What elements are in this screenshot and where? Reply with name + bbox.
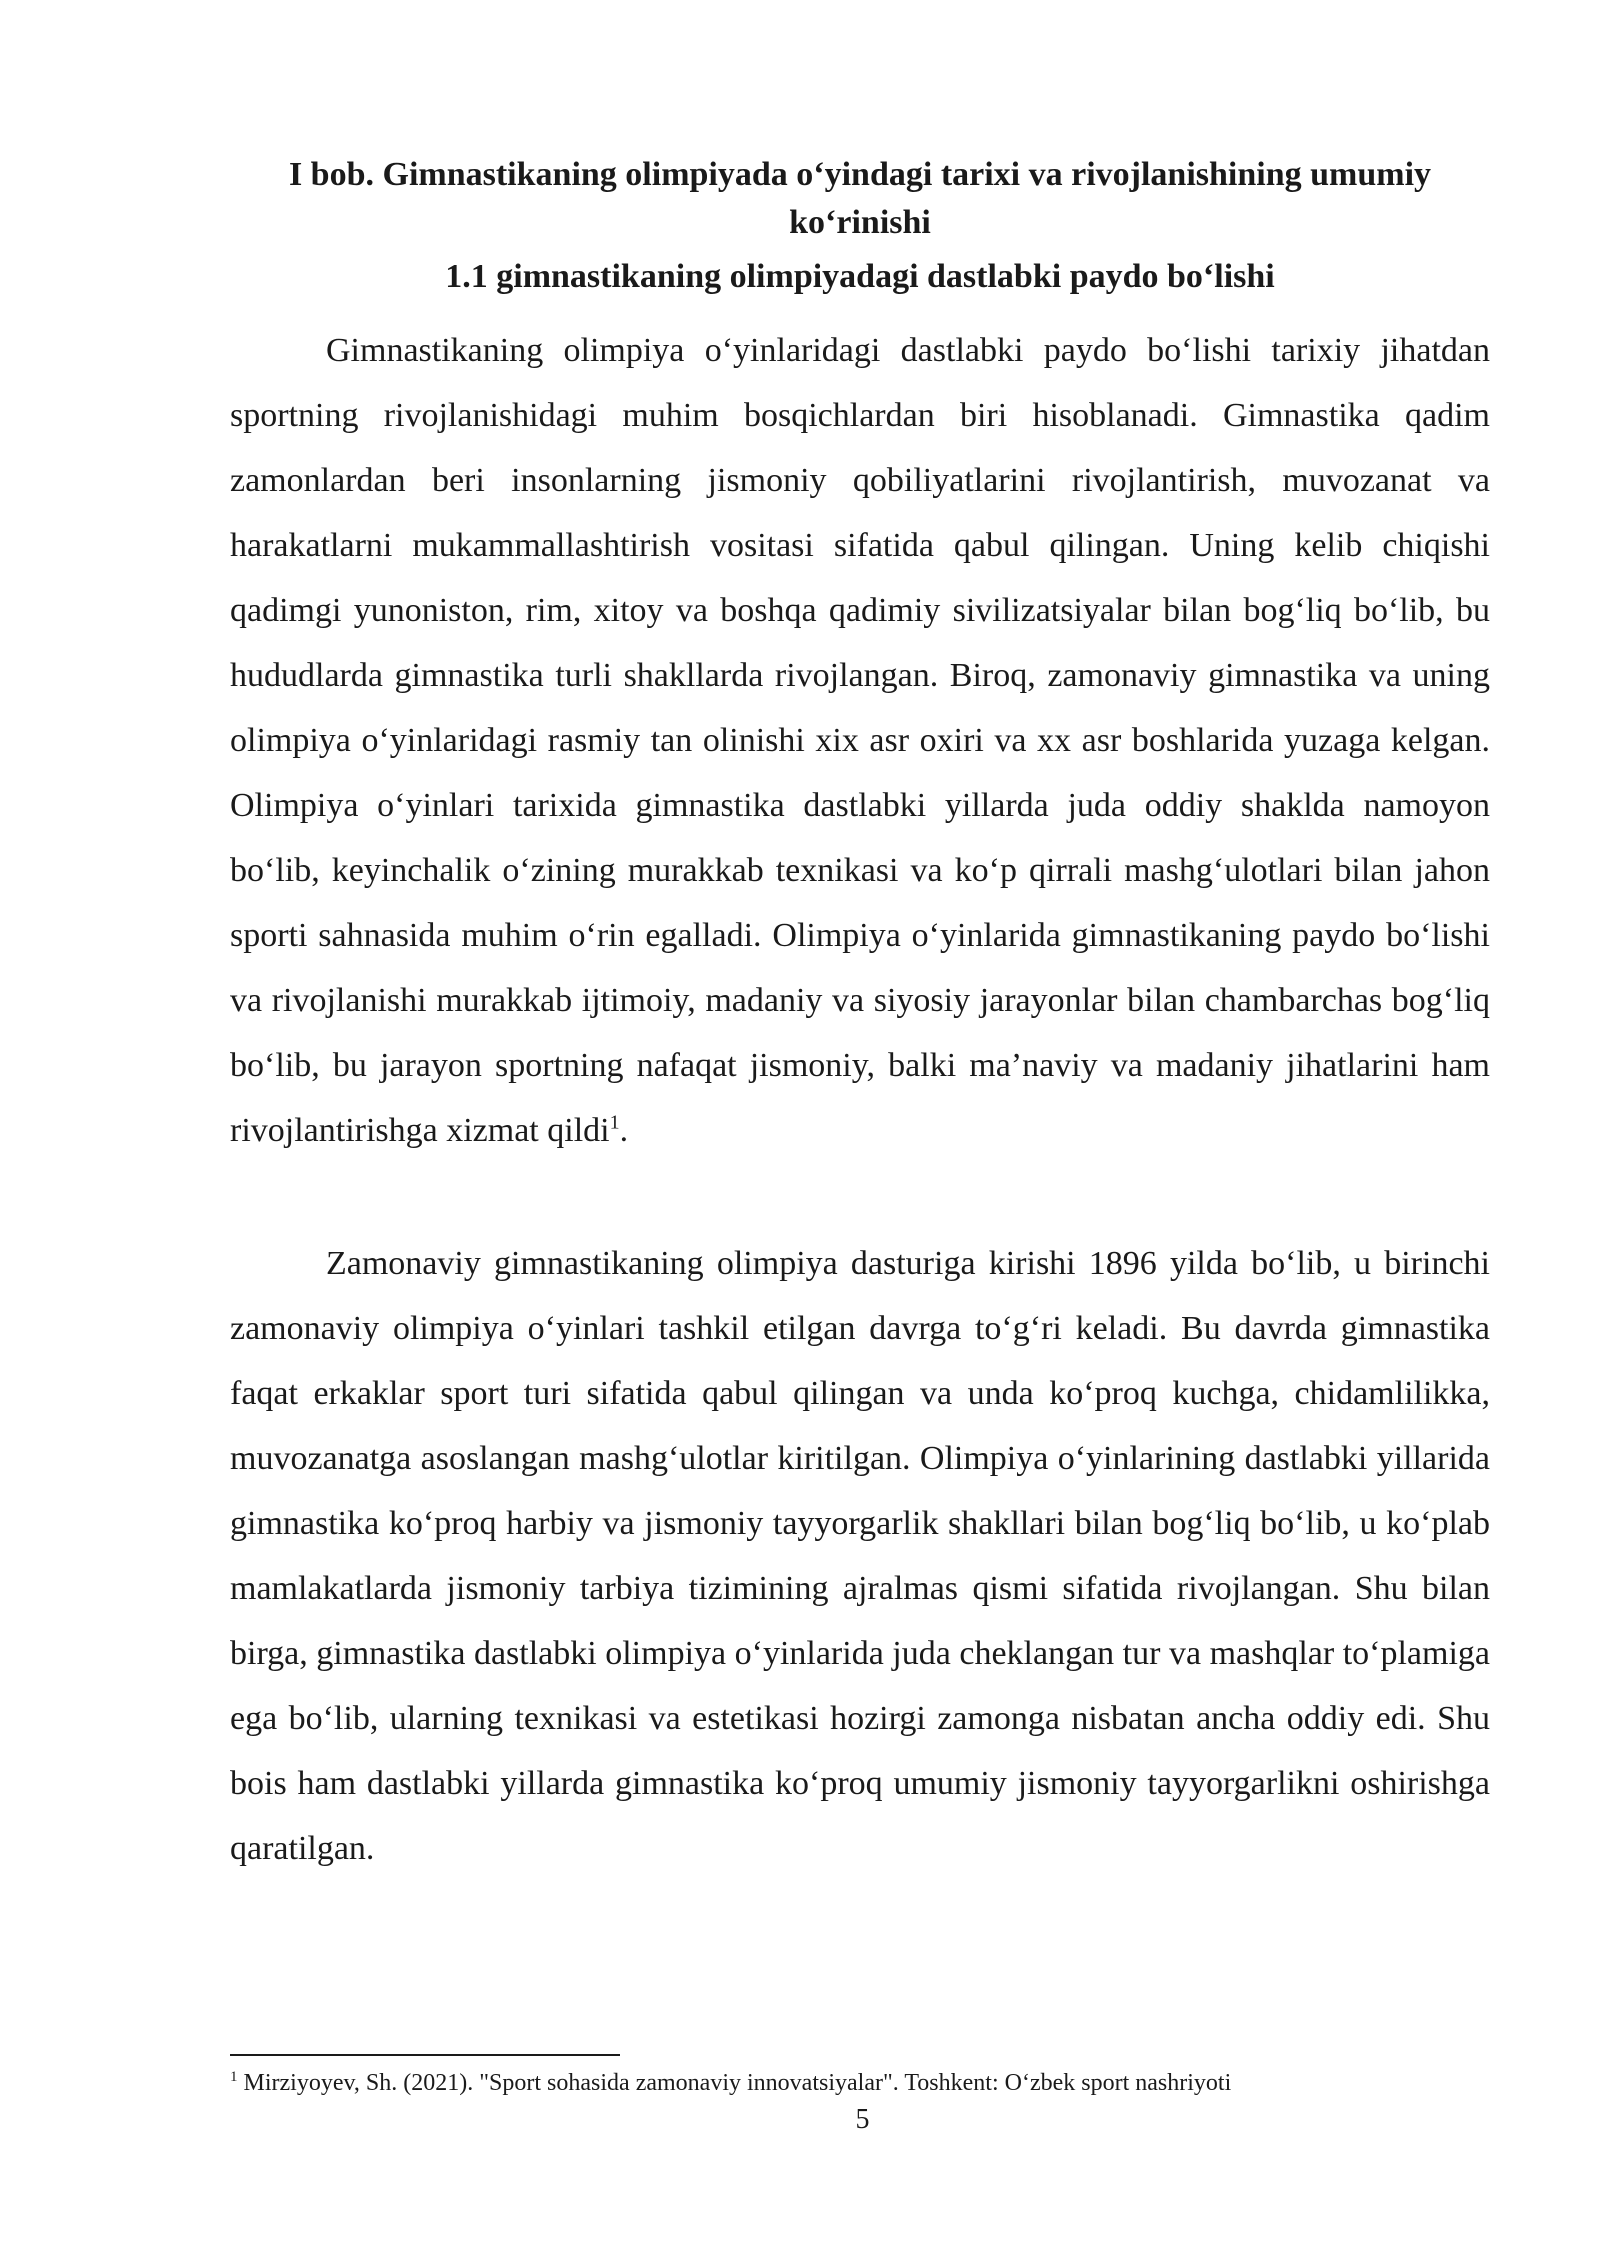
paragraph-1-text: Gimnastikaning olimpiya o‘yinlaridagi dastlabki paydo bo‘lishi tarixiy jihatdan sportning rivojlanishidagi muhim bosqichlardan biri hisoblanadi. Gimnastika qadim zamonlardan beri insonlarning jismoniy qobiliyatlarini rivojlantirish, muvozanat va harakatlarni mukammallashtirish vositasi sifatida qabul qilingan. Uning kelib chiqishi qadimgi yunoniston, rim, xitoy va boshqa qadimiy sivilizatsiyalar bilan bog‘liq bo‘lib, bu hududlarda gimnastika turli shakllarda rivojlangan. Biroq, zamonaviy gimnastika va uning olimpiya o‘yinlaridagi rasmiy tan olinishi xix asr oxiri va xx asr boshlarida yuzaga kelgan. Olimpiya o‘yinlari tarixida gimnastika dastlabki yillarda juda oddiy shaklda namoyon bo‘lib, keyinchalik o‘zining murakkab texnikasi va ko‘p qirrali mashg‘ulotlari bilan jahon sporti sahnasida muhim o‘rin egalladi. Olimpiya o‘yinlarida gimnastikaning paydo bo‘lishi va rivojlanishi murakkab ijtimoiy, madaniy va siyosiy jarayonlar bilan chambarchas bog‘liq bo‘lib, bu jarayon sportning nafaqat jismoniy, balki ma’naviy va madaniy jihatlarini ham rivojlantirishga xizmat qildi <box>230 332 1490 1149</box>
chapter-title: I bob. Gimnastikaning olimpiyada o‘yindagi tarixi va rivojlanishining umumiy ko‘rinishi <box>288 156 1432 241</box>
paragraph-1-end: . <box>619 1112 629 1149</box>
footnote-reference[interactable]: 1 <box>609 1111 620 1134</box>
paragraph-2: Zamonaviy gimnastikaning olimpiya dasturiga kirishi 1896 yilda bo‘lib, u birinchi zamonaviy olimpiya o‘yinlari tashkil etilgan davrga to‘g‘ri keladi. Bu davrda gimnastika faqat erkaklar sport turi sifatida qabul qilingan va unda ko‘proq kuchga, chidamlilikka, muvozanatga asoslangan mashg‘ulotlar kiritilgan. Olimpiya o‘yinlarining dastlabki yillarida gimnastika ko‘proq harbiy va jismoniy tayyorgarlik shakllari bilan bog‘liq bo‘lib, u ko‘plab mamlakatlarda jismoniy tarbiya tizimining ajralmas qismi sifatida rivojlangan. Shu bilan birga, gimnastika dastlabki olimpiya o‘yinlarida juda cheklangan tur va mashqlar to‘plamiga ega bo‘lib, ularning texnikasi va estetikasi hozirgi zamonga nisbatan ancha oddiy edi. Shu bois ham dastlabki yillarda gimnastika ko‘proq umumiy jismoniy tayyorgarlikni oshirishga qaratilgan. <box>230 1245 1490 1867</box>
footnote <box>230 2067 1530 2099</box>
footnote-text: Mirziyoyev, Sh. (2021). "Sport sohasida zamonaviy innovatsiyalar". Toshkent: O‘zbek sport nashriyoti <box>237 2070 1232 2096</box>
paragraph-1 <box>230 318 1490 1163</box>
page-number: 5 <box>855 2104 870 2135</box>
section-title: 1.1 gimnastikaning olimpiyadagi dastlabki paydo bo‘lishi <box>445 258 1275 295</box>
footnote-separator <box>230 2054 620 2056</box>
footnote-number: 1 <box>230 2069 238 2085</box>
